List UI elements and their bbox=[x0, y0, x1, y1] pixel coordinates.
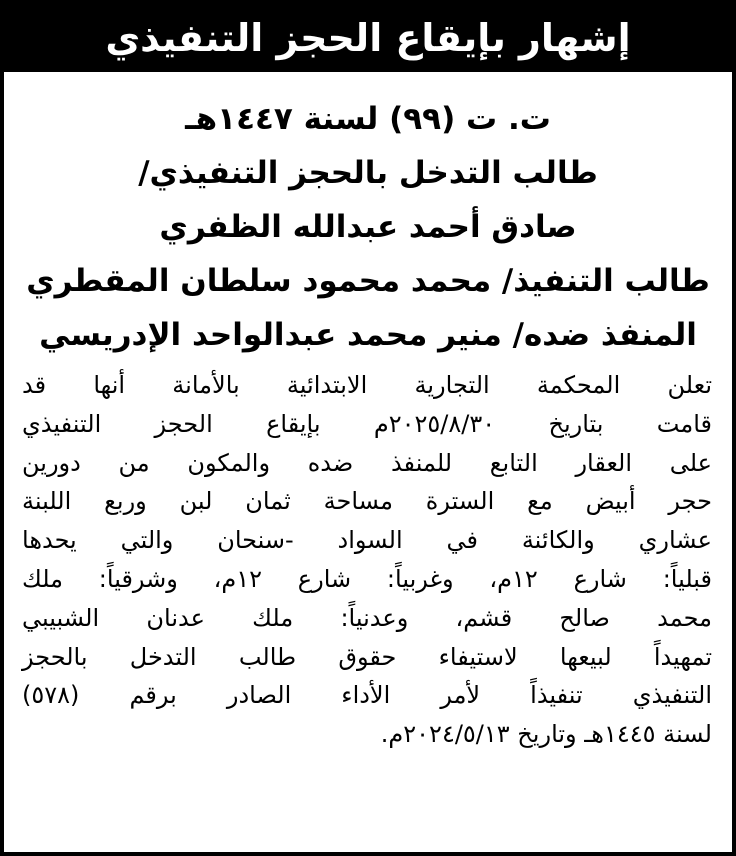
body-line: قامت بتاريخ ٢٠٢٥/٨/٣٠م بإيقاع الحجز التنفيذي bbox=[22, 409, 712, 438]
notice-title: إشهار بإيقاع الحجز التنفيذي bbox=[105, 16, 631, 60]
body-line: عشاري والكائنة في السواد -سنحان والتي يحدها bbox=[22, 526, 712, 555]
body-line: على العقار التابع للمنفذ ضده والمكون من دورين bbox=[22, 448, 712, 477]
case-number: ت. ت (٩٩) لسنة ١٤٤٧هـ bbox=[185, 101, 551, 137]
intervener-name: صادق أحمد عبدالله الظفري bbox=[159, 209, 577, 245]
body-line: محمد صالح قشم، وعدنياً: ملك عدنان الشبيبي bbox=[22, 603, 712, 632]
body-line: حجر أبيض مع السترة مساحة ثمان لبن وربع اللبنة bbox=[22, 487, 712, 516]
notice-title-banner bbox=[4, 4, 732, 72]
body-line: قبلياً: شارع ١٢م، وغربياً: شارع ١٢م، وشرقياً: ملك bbox=[22, 564, 712, 593]
case-headings bbox=[4, 72, 732, 362]
execution-defendant: المنفذ ضده/ منير محمد عبدالواحد الإدريسي bbox=[39, 317, 697, 353]
execution-requester: طالب التنفيذ/ محمد محمود سلطان المقطري bbox=[26, 263, 710, 299]
body-line-last: لسنة ١٤٤٥هـ وتاريخ ٢٠٢٤/٥/١٣م. bbox=[380, 720, 712, 749]
intervener-label: طالب التدخل بالحجز التنفيذي/ bbox=[138, 155, 598, 191]
body-line: تمهيداً لبيعها لاستيفاء حقوق طالب التدخل بالحجز bbox=[22, 642, 712, 671]
body-line: تعلن المحكمة التجارية الابتدائية بالأمانة أنها قد bbox=[22, 371, 712, 399]
notice-body bbox=[4, 366, 732, 754]
body-line: التنفيذي تنفيذاً لأمر الأداء الصادر برقم (٥٧٨) bbox=[22, 681, 712, 710]
